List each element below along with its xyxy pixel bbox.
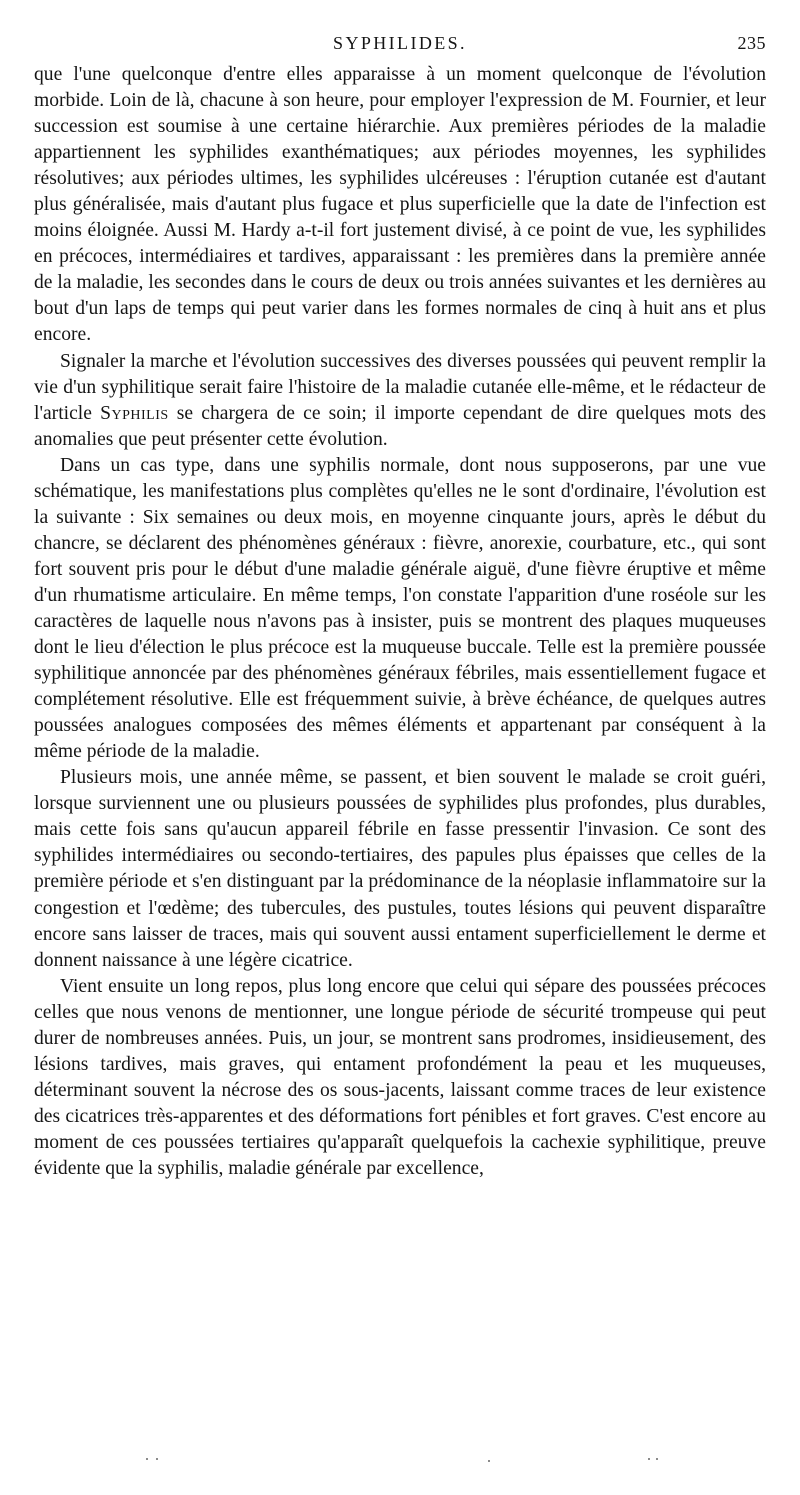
body-text (34, 62, 766, 1182)
running-head (34, 30, 766, 56)
paragraph-text: Signaler la marche et l'évolution successives des diverses poussées qui peuvent remplir la vie d'un syphilitique serait faire l'histoire de la maladie cutanée elle-même, et le rédacteur de l'article (34, 350, 766, 424)
running-title: SYPHILIDES. (333, 33, 467, 53)
paragraph (34, 349, 766, 453)
page-number: 235 (737, 33, 766, 53)
scan-speck (488, 1460, 490, 1462)
paragraph-text: se chargera de ce soin; il importe cependant de dire quelques mots des anomalies que peut présenter cette évolution. (34, 402, 766, 450)
paragraph: Vient ensuite un long repos, plus long encore que celui qui sépare des poussées précoces celles que nous venons de mentionner, une longue période de sécurité trompeuse qui peut durer de nombreuses années. Puis, un jour, se montrent sans prodromes, insidieusement, des lésions tardives, mais graves, qui entament profondément la peau et les muqueuses, déterminant souvent la nécrose des os sous-jacents, laissant comme traces de leur existence des cicatrices très-apparentes et des déformations fort pénibles et fort graves. C'est encore au moment de ces poussées tertiaires qu'apparaît quelquefois la cachexie syphilitique, preuve évidente que la syphilis, maladie générale par excellence, (34, 975, 766, 1179)
scan-speck (146, 1458, 148, 1460)
paragraph: Plusieurs mois, une année même, se passent, et bien souvent le malade se croit guéri, lorsque surviennent une ou plusieurs poussées de syphilides plus profondes, plus durables, mais cette fois sans qu'aucun appareil fébrile en fasse pressentir l'invasion. Ce sont des syphilides intermédiaires ou secondo-tertiaires, des papules plus épaisses que celles de la première période et s'en distinguant par la prédominance de la néoplasie inflammatoire sur la congestion et l'œdème; des tubercules, des pustules, toutes lésions qui peuvent disparaître encore sans laisser de traces, mais qui souvent aussi entament superficiellement le derme et donnent naissance à une légère cicatrice. (34, 767, 766, 971)
scan-speck (156, 1458, 158, 1460)
paragraph: Dans un cas type, dans une syphilis normale, dont nous supposerons, par une vue schématique, les manifestations plus complètes qu'elles ne le sont d'ordinaire, l'évolution est la suivante : Six semaines ou deux mois, en moyenne cinquante jours, après le début du chancre, se déclarent des phénomènes généraux : fièvre, anorexie, courbature, etc., qui sont fort souvent pris pour le début d'une maladie générale aiguë, d'une fièvre éruptive et même d'un rhumatisme articulaire. En même temps, l'on constate l'apparition d'une roséole sur les caractères de laquelle nous n'avons pas à insister, puis se montrent des plaques muqueuses dont le lieu d'élection le plus précoce est la muqueuse buccale. Telle est la première poussée syphilitique annoncée par des phénomènes généraux fébriles, mais essentiellement fugace et complétement résolutive. Elle est fréquemment suivie, à brève échéance, de quelques autres poussées analogues composées des mêmes éléments et appartenant par conséquent à la même période de la maladie. (34, 454, 766, 763)
scan-speck (656, 1458, 658, 1460)
scan-speck (648, 1458, 650, 1460)
scan-specks (0, 1452, 800, 1472)
paragraph-continued: que l'une quelconque d'entre elles apparaisse à un moment quelconque de l'évolution morbide. Loin de là, chacune à son heure, pour employer l'expression de M. Fournier, et leur succession est soumise à une certaine hiérarchie. Aux premières périodes de la maladie appartiennent les syphilides exanthématiques; aux périodes moyennes, les syphilides résolutives; aux périodes ultimes, les syphilides ulcéreuses : l'éruption cutanée est d'autant plus généralisée, mais d'autant plus fugace et plus superficielle que la date de l'infection est moins éloignée. Aussi M. Hardy a-t-il fort justement divisé, à ce point de vue, les syphilides en précoces, intermédiaires et tardives, apparaissant : les premières dans la première année de la maladie, les secondes dans le cours de deux ou trois années suivantes et les dernières au bout d'un laps de temps qui peut varier dans les formes normales de cinq à huit ans et plus encore. (34, 64, 766, 346)
article-reference: Syphilis (100, 402, 169, 424)
